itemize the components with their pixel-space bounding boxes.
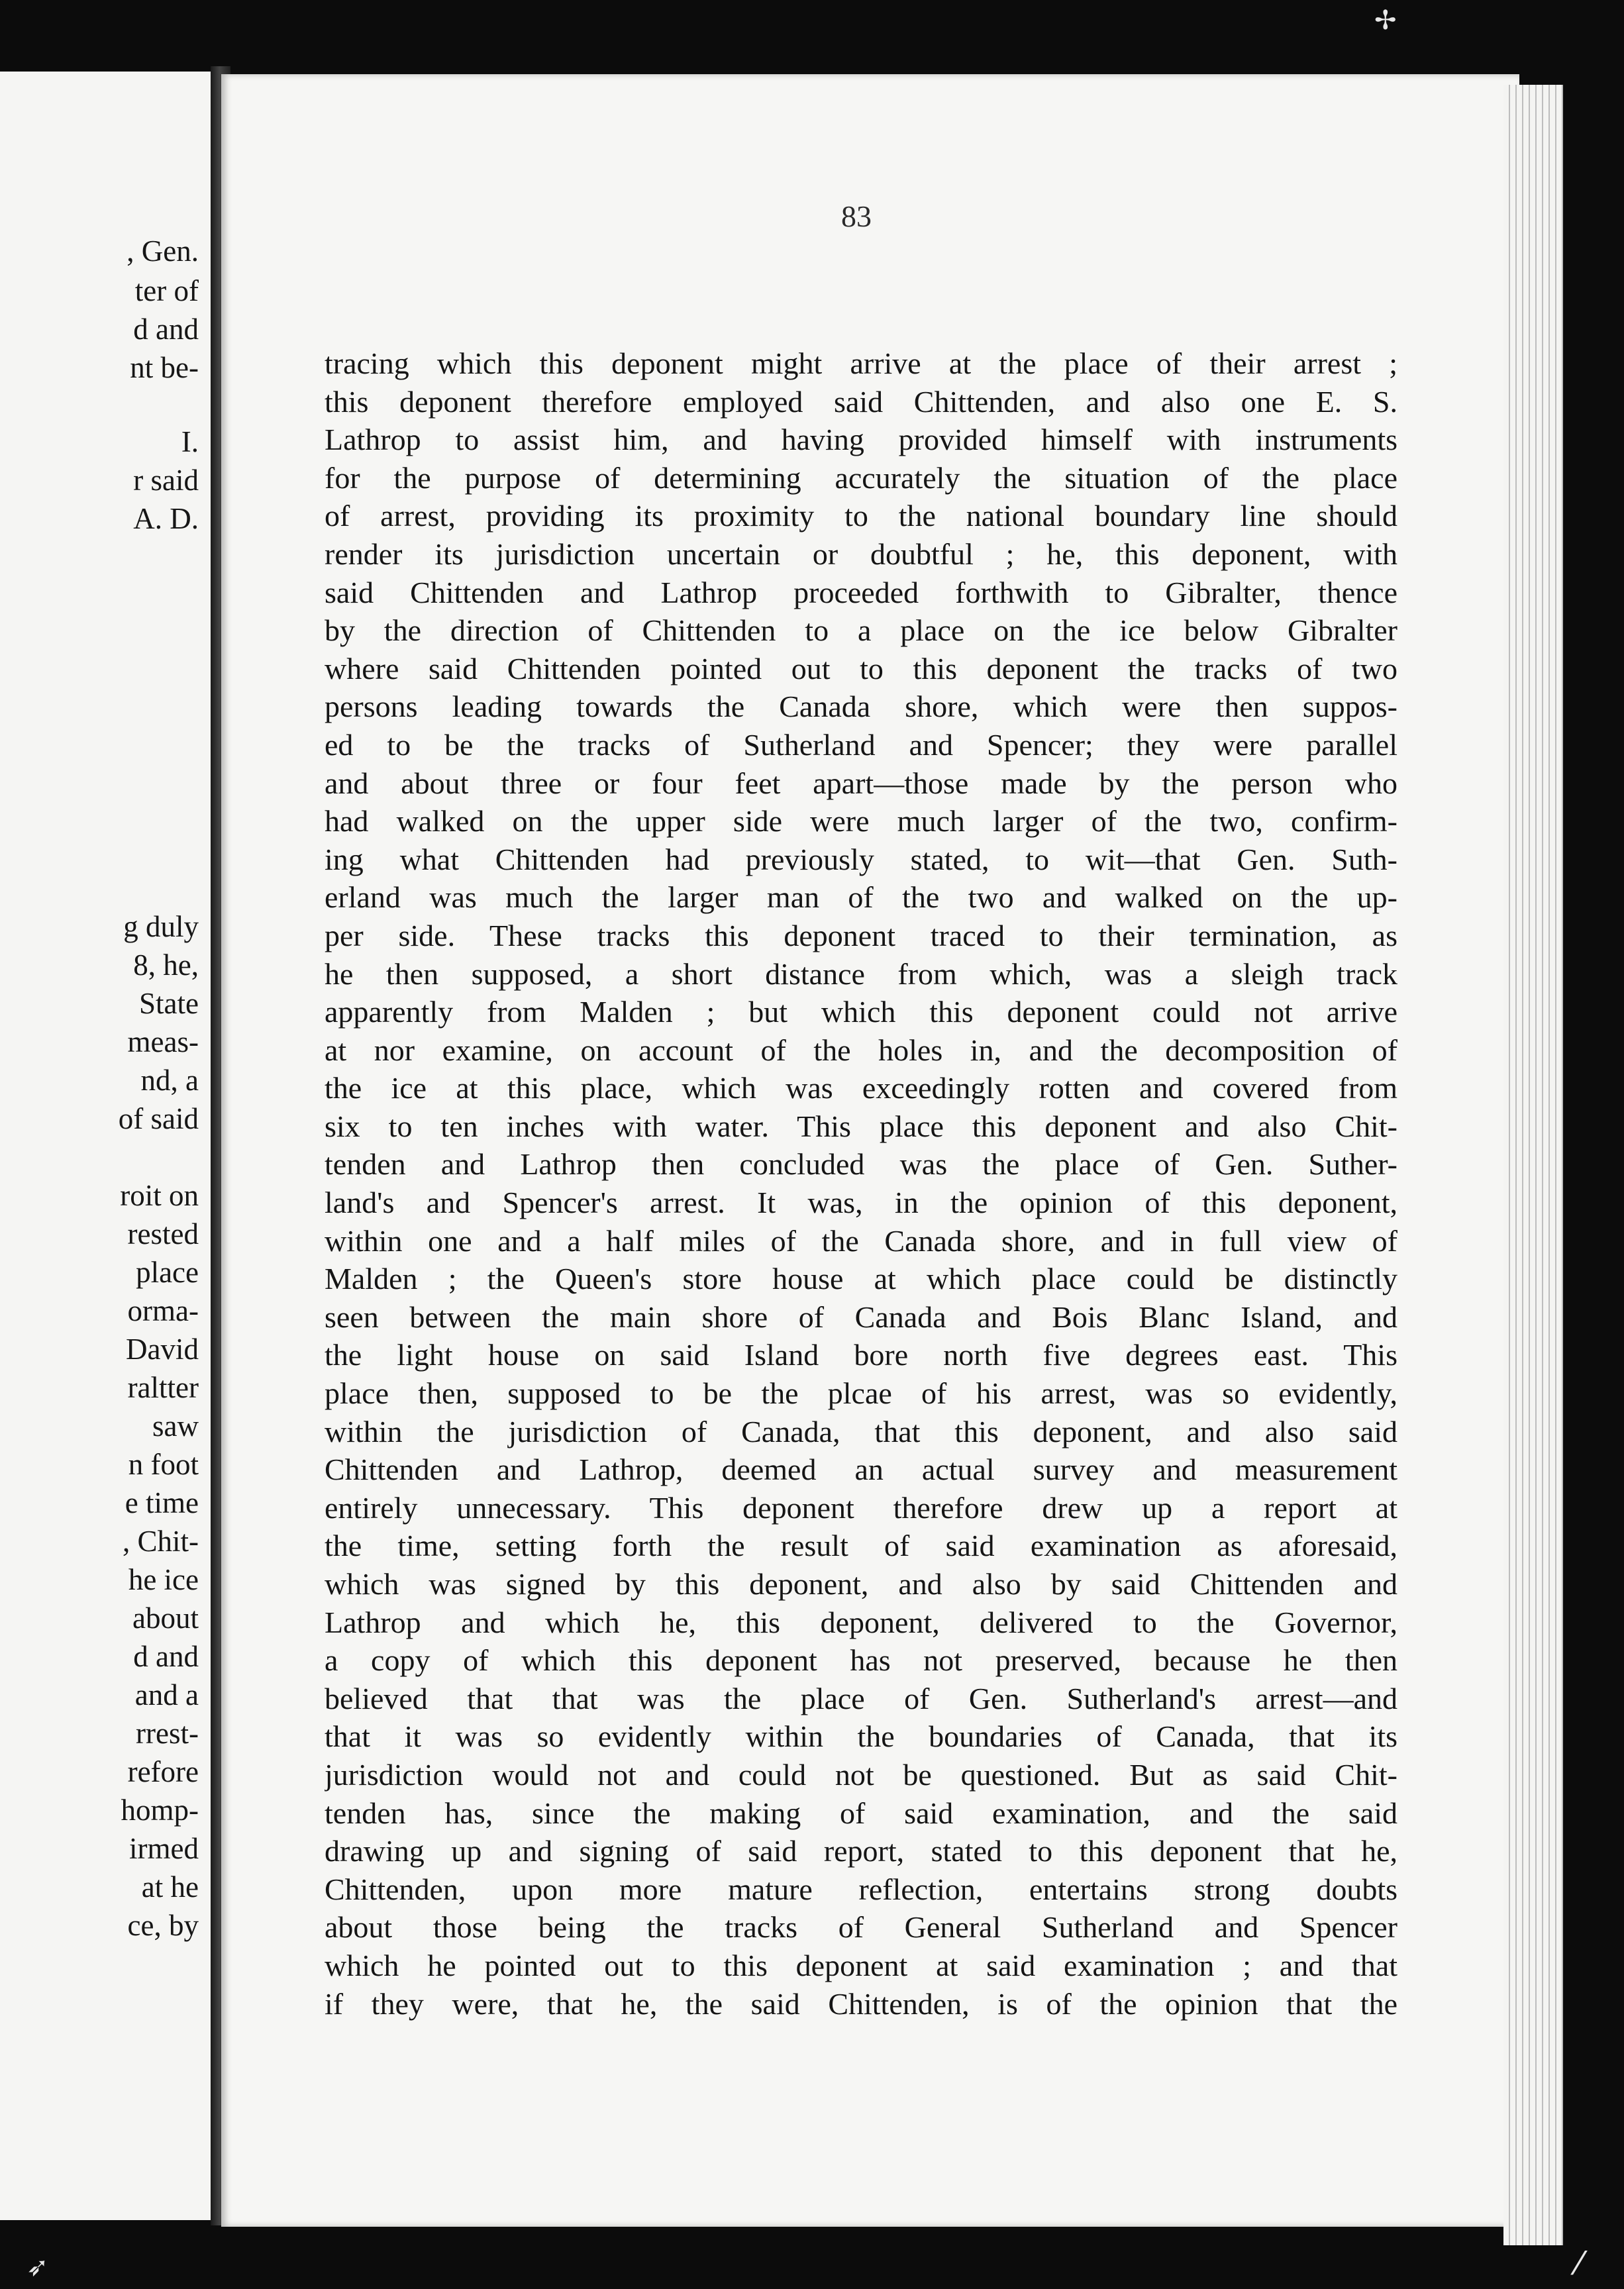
text-line: entirely unnecessary. This deponent therefore drew up a report at — [325, 1490, 1397, 1525]
text-line: if they were, that he, the said Chittenden, is of the opinion that the — [325, 1986, 1397, 2021]
left-page-line: State — [139, 987, 199, 1020]
text-line: apparently from Malden ; but which this deponent could not arrive — [325, 995, 1397, 1029]
left-page-line: d and — [133, 1640, 199, 1673]
text-line: Lathrop to assist him, and having provided himself with instruments — [325, 423, 1397, 457]
text-line: tenden and Lathrop then concluded was the place of Gen. Suther- — [325, 1147, 1397, 1182]
left-page-line: he ice — [128, 1563, 199, 1596]
text-line: the ice at this place, which was exceedingly rotten and covered from — [325, 1071, 1397, 1105]
left-page-line: 8, he, — [133, 948, 199, 982]
page-edges — [1503, 85, 1563, 2245]
left-page-line: roit on — [120, 1179, 199, 1212]
text-line: six to ten inches with water. This place this deponent and also Chit- — [325, 1109, 1397, 1143]
text-line: ed to be the tracks of Sutherland and Spencer; they were parallel — [325, 727, 1397, 762]
left-page-line: e time — [125, 1486, 199, 1519]
text-line: land's and Spencer's arrest. It was, in the opinion of this deponent, — [325, 1186, 1397, 1220]
text-line: he then supposed, a short distance from which, was a sleigh track — [325, 956, 1397, 991]
text-line: Malden ; the Queen's store house at which place could be distinctly — [325, 1262, 1397, 1296]
text-line: and about three or four feet apart—those made by the person who — [325, 766, 1397, 800]
text-line: Chittenden and Lathrop, deemed an actual survey and measurement — [325, 1452, 1397, 1487]
text-line: that it was so evidently within the boundaries of Canada, that its — [325, 1719, 1397, 1754]
left-page-fragment — [0, 72, 211, 2220]
left-page-line: nt be- — [130, 351, 199, 384]
text-line: within one and a half miles of the Canada shore, and in full view of — [325, 1223, 1397, 1258]
text-line: for the purpose of determining accurately the situation of the place — [325, 460, 1397, 495]
left-page-line: of said — [118, 1102, 199, 1135]
text-line: drawing up and signing of said report, stated to this deponent that he, — [325, 1834, 1397, 1868]
text-line: erland was much the larger man of the two and walked on the up- — [325, 880, 1397, 915]
left-page-line: rrest- — [136, 1717, 199, 1750]
page-number: 83 — [841, 199, 872, 233]
text-line: the time, setting forth the result of said examination as aforesaid, — [325, 1529, 1397, 1563]
text-line: by the direction of Chittenden to a place on the ice below Gibralter — [325, 613, 1397, 648]
text-line: place then, supposed to be the plcae of his arrest, was so evidently, — [325, 1376, 1397, 1411]
text-line: render its jurisdiction uncertain or doubtful ; he, this deponent, with — [325, 536, 1397, 571]
text-line: tenden has, since the making of said examination, and the said — [325, 1796, 1397, 1830]
left-page-line: ce, by — [127, 1909, 199, 1942]
left-page-line: and a — [134, 1678, 199, 1711]
left-page-line: ter of — [134, 274, 199, 307]
left-page-line: meas- — [127, 1025, 199, 1058]
left-page-line: saw — [152, 1409, 199, 1443]
text-line: jurisdiction would not and could not be questioned. But as said Chit- — [325, 1757, 1397, 1792]
body-text — [325, 344, 1397, 2023]
text-line: which he pointed out to this deponent at said examination ; and that — [325, 1948, 1397, 1982]
left-page-line: nd, a — [140, 1064, 199, 1097]
left-page-line: d and — [133, 313, 199, 346]
text-line: had walked on the upper side were much larger of the two, confirm- — [325, 804, 1397, 839]
text-line: within the jurisdiction of Canada, that this deponent, and also said — [325, 1414, 1397, 1449]
left-page-line: about — [132, 1602, 199, 1635]
left-page-line: g duly — [123, 910, 199, 943]
left-page-line: place — [136, 1256, 199, 1289]
left-page-line: irmed — [129, 1832, 199, 1865]
text-line: at nor examine, on account of the holes in, and the decomposition of — [325, 1033, 1397, 1067]
text-line: Chittenden, upon more mature reflection, entertains strong doubts — [325, 1872, 1397, 1906]
left-page-line: refore — [127, 1755, 199, 1788]
left-page-line: David — [126, 1333, 199, 1366]
left-page-line: A. D. — [133, 502, 199, 535]
left-page-line: raltter — [127, 1371, 199, 1404]
text-line: tracing which this deponent might arrive at the place of their arrest ; — [325, 346, 1397, 380]
text-line: a copy of which this deponent has not preserved, because he then — [325, 1643, 1397, 1678]
left-page-line: rested — [127, 1217, 199, 1250]
text-line: per side. These tracks this deponent traced to their termination, as — [325, 918, 1397, 952]
text-line: believed that that was the place of Gen. Sutherland's arrest—and — [325, 1681, 1397, 1715]
text-line: this deponent therefore employed said Chittenden, and also one E. S. — [325, 384, 1397, 419]
text-line: said Chittenden and Lathrop proceeded forthwith to Gibralter, thence — [325, 575, 1397, 609]
scan-speck-top-right: ✢ — [1374, 5, 1397, 36]
text-line: where said Chittenden pointed out to this deponent the tracks of two — [325, 651, 1397, 686]
scan-speck-bottom-left: ➶ — [26, 2252, 49, 2282]
scan-speck-bottom-right: ⁄ — [1576, 2245, 1582, 2282]
left-page-line: , Gen. — [127, 234, 199, 268]
text-line: ing what Chittenden had previously stated, to wit—that Gen. Suth- — [325, 842, 1397, 876]
left-page-line: I. — [181, 425, 199, 458]
text-line: of arrest, providing its proximity to the national boundary line should — [325, 499, 1397, 533]
left-page-line: orma- — [127, 1294, 199, 1327]
left-page-line: r said — [133, 464, 199, 497]
text-line: persons leading towards the Canada shore, which were then suppos- — [325, 689, 1397, 724]
left-page-line: at he — [141, 1870, 199, 1904]
left-page-line: n foot — [128, 1448, 199, 1481]
text-line: which was signed by this deponent, and also by said Chittenden and — [325, 1567, 1397, 1601]
text-line: about those being the tracks of General Sutherland and Spencer — [325, 1910, 1397, 1945]
text-line: seen between the main shore of Canada and Bois Blanc Island, and — [325, 1299, 1397, 1334]
left-page-line: homp- — [121, 1794, 199, 1827]
text-line: the light house on said Island bore north five degrees east. This — [325, 1338, 1397, 1372]
left-page-line: , Chit- — [122, 1525, 199, 1558]
text-line: Lathrop and which he, this deponent, delivered to the Governor, — [325, 1605, 1397, 1639]
